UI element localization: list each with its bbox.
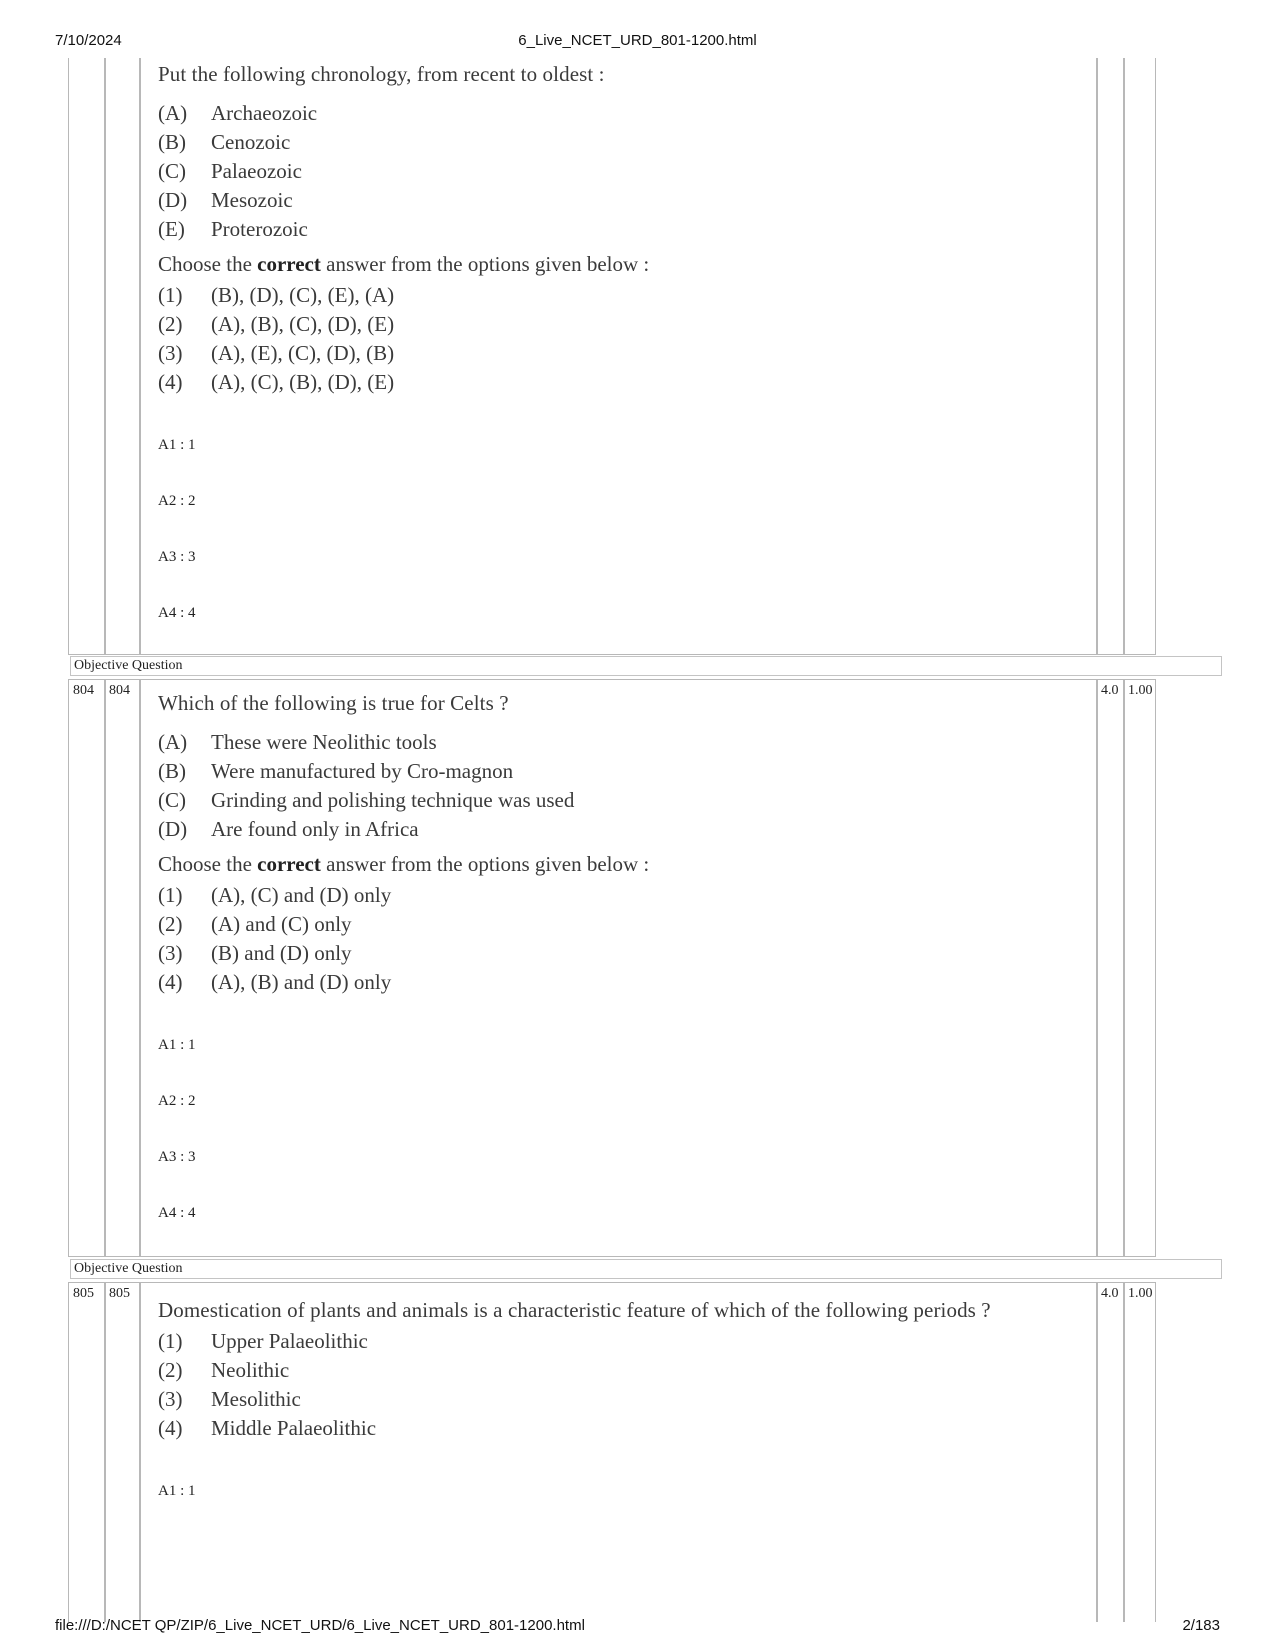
question-content [158,691,1088,1259]
statement-item: (B) Cenozoic [158,130,291,154]
question-content [158,1298,1088,1537]
statement-item: (D) Are found only in Africa [158,817,419,841]
answer-key-line: A3 : 3 [158,1149,196,1165]
answer-option: (4) (A), (C), (B), (D), (E) [158,370,395,394]
option-list [158,881,1088,997]
answer-key-line: A1 : 1 [158,1037,196,1053]
question-content [158,62,1088,659]
answer-option: (3) (A), (E), (C), (D), (B) [158,341,395,365]
option-list [158,281,1088,397]
serial-number: 805 [73,1286,94,1301]
answer-option: (3) Mesolithic [158,1387,301,1411]
marks-cell [1097,1282,1124,1622]
marks-value: 4.0 [1101,1286,1119,1301]
answer-option: (4) (A), (B) and (D) only [158,970,392,994]
answer-option: (3) (B) and (D) only [158,941,352,965]
question-type-label: Objective Question [70,1259,1222,1279]
question-stem: Put the following chronology, from recent to oldest : [158,62,605,86]
answer-key-line: A4 : 4 [158,1205,196,1221]
qid-cell [104,1282,140,1622]
statement-item: (C) Palaeozoic [158,159,302,183]
marks-cell [1097,679,1124,1257]
negative-cell [1124,58,1156,655]
qid-cell [104,58,140,655]
print-date: 7/10/2024 [55,32,122,49]
negative-cell [1124,1282,1156,1622]
statement-item: (A) These were Neolithic tools [158,730,437,754]
answer-option: (2) Neolithic [158,1358,290,1382]
question-type-label: Objective Question [70,656,1222,676]
question-stem: Which of the following is true for Celts ? [158,691,509,715]
answer-option: (2) (A), (B), (C), (D), (E) [158,312,395,336]
answer-option: (4) Middle Palaeolithic [158,1416,377,1440]
statement-item: (D) Mesozoic [158,188,293,212]
answer-key-line: A1 : 1 [158,1483,196,1499]
sno-cell [68,679,106,1257]
instruction-text: Choose the correct answer from the options given below : [158,252,650,276]
answer-option: (1) (A), (C) and (D) only [158,883,392,907]
qid-cell [104,679,140,1257]
marks-value: 4.0 [1101,683,1119,698]
sno-cell [68,1282,106,1622]
answer-option: (1) Upper Palaeolithic [158,1329,368,1353]
file-path: file:///D:/NCET QP/ZIP/6_Live_NCET_URD/6_Live_NCET_URD_801-1200.html [55,1617,585,1634]
answer-key-line: A4 : 4 [158,605,196,621]
statement-list [158,99,1088,244]
answer-option: (2) (A) and (C) only [158,912,352,936]
answer-key-line: A2 : 2 [158,1093,196,1109]
page-number: 2/183 [1182,1617,1220,1634]
answer-option: (1) (B), (D), (C), (E), (A) [158,283,395,307]
statement-item: (C) Grinding and polishing technique was used [158,788,575,812]
answer-key-line: A1 : 1 [158,437,196,453]
question-stem: Domestication of plants and animals is a characteristic feature of which of the following periods ? [158,1298,991,1322]
answer-key-line: A3 : 3 [158,549,196,565]
statement-item: (A) Archaeozoic [158,101,318,125]
answer-key-line: A2 : 2 [158,493,196,509]
statement-list [158,728,1088,844]
statement-item: (B) Were manufactured by Cro-magnon [158,759,514,783]
negative-marks-value: 1.00 [1128,683,1153,698]
statement-item: (E) Proterozoic [158,217,308,241]
document-title: 6_Live_NCET_URD_801-1200.html [518,32,757,49]
instruction-text: Choose the correct answer from the options given below : [158,852,650,876]
sno-cell [68,58,106,655]
negative-cell [1124,679,1156,1257]
serial-number: 804 [73,683,94,698]
negative-marks-value: 1.00 [1128,1286,1153,1301]
question-id: 804 [109,683,130,698]
marks-cell [1097,58,1124,655]
question-id: 805 [109,1286,130,1301]
option-list [158,1327,1088,1443]
